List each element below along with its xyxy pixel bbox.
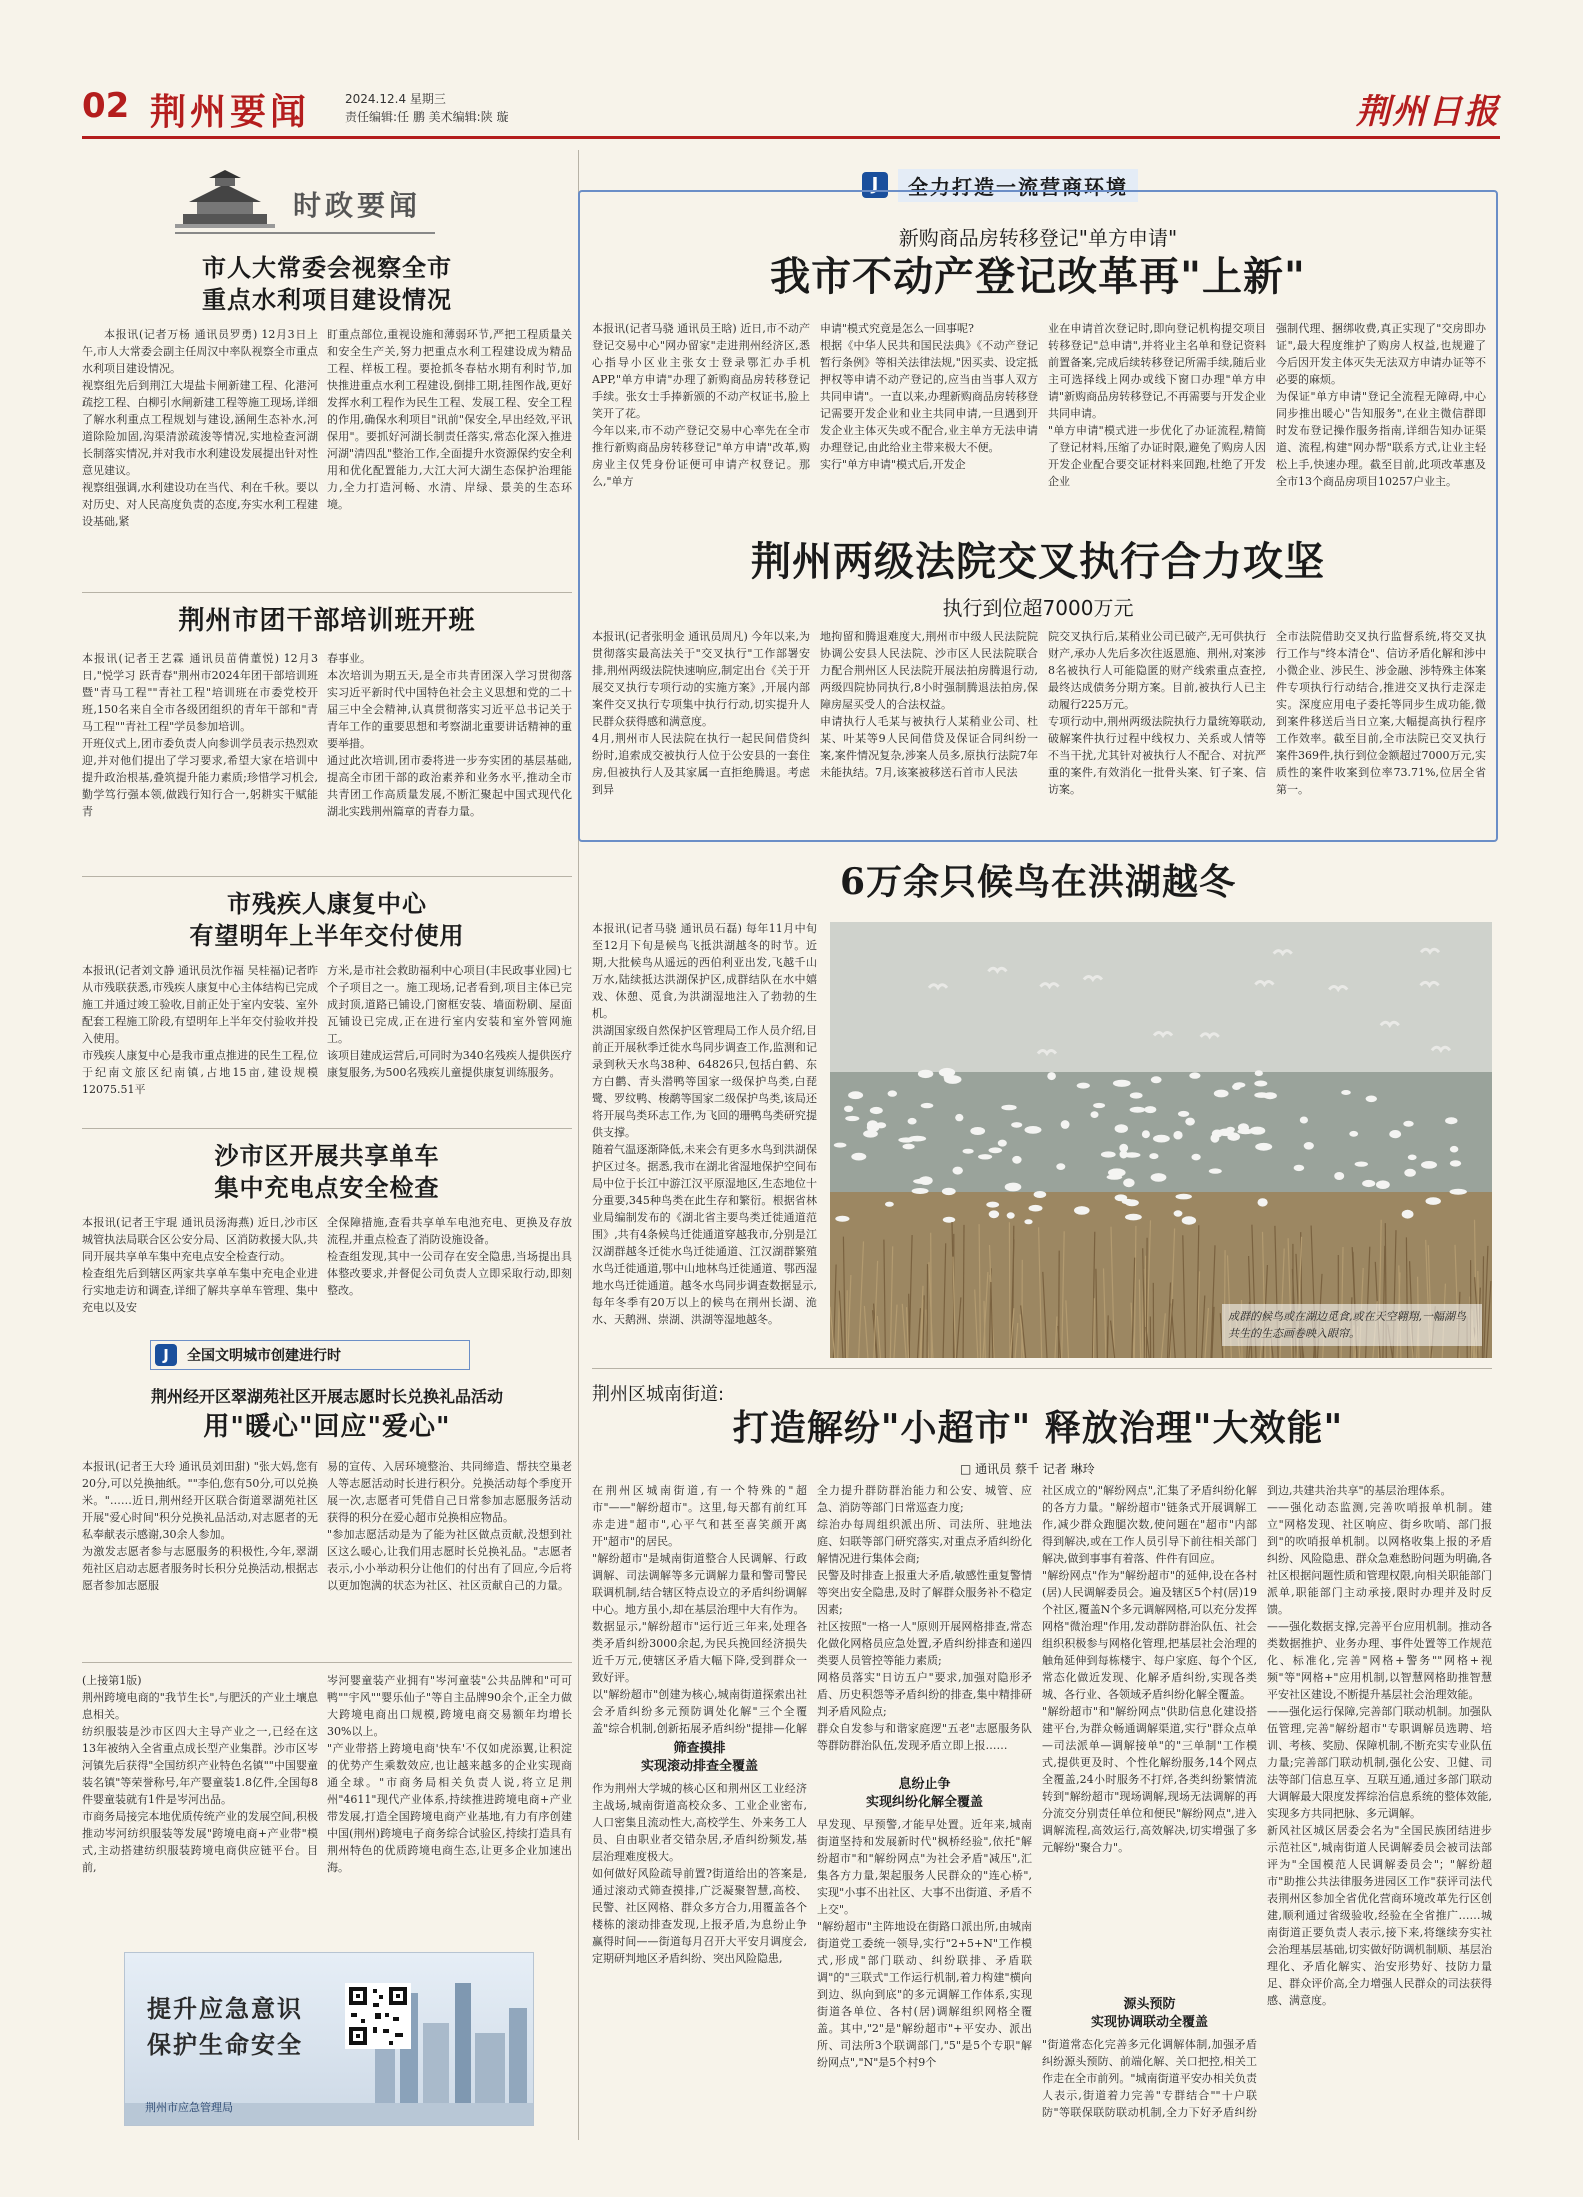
civilization-kicker	[150, 1340, 470, 1370]
tower-icon	[175, 170, 275, 230]
bird-shape	[963, 1149, 974, 1154]
section-banner	[175, 170, 445, 236]
section-banner-underline	[175, 232, 435, 234]
bird-shape	[978, 1154, 992, 1159]
b1-col4	[1276, 320, 1486, 530]
bird-shape	[1355, 1162, 1368, 1167]
bird-shape	[885, 1202, 894, 1207]
bird-shape	[1029, 1205, 1043, 1212]
bird-shape	[1255, 1070, 1263, 1076]
a5-subtitle: 荆州经开区翠湖苑社区开展志愿时长兑换礼品活动	[150, 1387, 503, 1406]
b4-byline: □ 通讯员 蔡千 记者 琳玲	[960, 1462, 1095, 1476]
b4-col3b-text: "街道常态化完善多元化调解体制,加强矛盾纠纷源头预防、前端化解、关口把控,相关工作走在全市前列。"城南街道平安办相关负责人表示,街道着力完善"专群结合""十户联防"等联保联防联动机制,全力下好矛盾纠纷	[1042, 2038, 1257, 2119]
b4-col1b	[592, 1780, 807, 2118]
bird-shape	[1007, 1212, 1015, 1218]
bird-shape	[1389, 1130, 1401, 1138]
bird-shape	[986, 1202, 999, 1208]
headline-b4: 打造解纷"小超市" 释放治理"大效能"	[732, 1407, 1344, 1449]
bird-shape	[1294, 1165, 1305, 1171]
bird-shape	[1254, 1092, 1269, 1098]
b4-col3-text: 社区成立的"解纷网点",汇集了矛盾纠纷化解的各方力量。"解纷超市"链条式开展调解工作,减少群众跑腿次数,使问题在"超市"内部得到解决,或在工作人员引导下前往相关部门解决,做到事事有着落、件件有回应。 "解纷网点"作为"解纷超市"的延伸,设在各村(居)人民调解委员会。遍及辖区5个村(居)19个社区,覆盖N个多元调解网格,可以充分发挥网格"微治理"作用,发动群防群治队伍、社会组织积极参与网格化管理,把基层社会治理的触角延伸到每栋楼宇、每户家庭、每个个区,常态化做近发现、化解矛盾纠纷,实现各类城、各行业、各领域矛盾纠纷化解全覆盖。 "解纷超市"和"解纷网点"供助信息化建设搭建平台,为群众畅通调解渠道,实行"群众点单—司法派单—调解接单"的"三单制"工作模式,提供更及时、个性化解纷服务,14个网点全覆盖,24小时服务不打烊,各类纠纷繁情流转到"解纷超市"现场调解,现场无法调解的再分流交分别责任单位和便民"解纷网点",进入调解流程,高效运行,高效解决,切实增强了多元解纷"聚合力"。	[1042, 1484, 1257, 1854]
bird-shape	[1091, 1111, 1099, 1118]
bird-shape	[1176, 1194, 1192, 1200]
headline-b2: 荆州两级法院交叉执行合力攻坚	[751, 538, 1325, 585]
b4-col2-text: 全力提升群防群治能力和公安、城管、应急、消防等部门日常巡查力度; 综治办每周组织派出所、司法所、驻地法庭、妇联等部门研究落实,对重点矛盾纠纷化解情况进行集体会商; 民警及时排查上报重大矛盾,敏感性重复警情等突出安全隐患,及时了解群众服务补不稳定因素; 社区按照"一格一人"原则开展网格排查,常态化做化网格员应急处置,矛盾纠纷排查和递四类要人员管控等能力素质; 网格员落实"日访五户"要求,加强对隐形矛盾、历史积怨等矛盾纠纷的排查,集中精排研判矛盾风险点; 群众自发参与和谐家庭逻"五老"志愿服务队等群防群治队伍,发现矛盾立即上报……	[817, 1484, 1032, 1752]
bird-shape	[844, 1106, 853, 1112]
bird-shape	[1174, 1210, 1183, 1216]
bird-shape	[1255, 1143, 1272, 1151]
bird-shape	[1226, 1127, 1235, 1133]
bird-shape	[1122, 1199, 1134, 1204]
headline-a2: 荆州市团干部培训班开班	[178, 606, 476, 636]
b4-col1-text: 在荆州区城南街道,有一个特殊的"超市"——"解纷超市"。这里,每天都有前红耳赤走进"超市",心平气和甚至喜笑颜开离开"超市"的居民。 "解纷超市"是城南街道整合人民调解、行政调解、司法调解等多元调解力量和警司警民联调机制,结合辖区特点设立的矛盾纠纷调解中心。地方虽小,却在基层治理中大有作为。 数据显示,"解纷超市"运行近三年来,处理各类矛盾纠纷3000余起,为民兵挽回经济损失近千万元,使辖区矛盾大幅下降,受到群众一致好评。 以"解纷超市"创建为核心,城南街道探索出社会矛盾纠纷多元预防调处化解"三个全覆盖"综合机制,创新拓展矛盾纠纷"提排—化解	[592, 1484, 807, 1735]
b4-col1	[592, 1482, 807, 1736]
birds-image	[830, 922, 1492, 1358]
divider	[82, 876, 572, 877]
bird-shape	[1209, 1168, 1222, 1173]
page-header	[82, 84, 1500, 134]
ad-line2: 保护生命安全	[147, 2030, 303, 2059]
b2-col2	[820, 628, 1038, 836]
a1-col2	[327, 326, 572, 588]
headline-a5: 用"暖心"回应"爱心"	[203, 1412, 451, 1442]
b4-col3	[1042, 1482, 1257, 1990]
bird-shape	[919, 1176, 933, 1185]
a2-col1-text: 本报讯(记者王艺霖 通讯员苗倩董悦) 12月3日,"悦学习 跃青春"荆州市2024年团干部培训班暨"青马工程""青社工程"培训班在市委党校开班,150名来自全市各级团组织的青年干部和"青马工程""青社工程"学员参加培训。 开班仪式上,团市委负责人向参训学员表示热烈欢迎,并对他们提出了学习要求,希望大家在培训中提升政治根基,叠筑提升能力素质;珍惜学习机会,勤学笃行强本领,做践行知行合一,躬耕实干赋能青	[82, 652, 318, 818]
a5-col1-text: 本报讯(记者王大玲 通讯员刘田甜) "张大妈,您有20分,可以兑换抽纸。""李伯,您有50分,可以兑换米。"……近日,荆州经开区联合街道翠湖苑社区开展"爱心时间"积分兑换礼品活动,对志愿者的无私奉献表示感谢,30余人参加。 为激发志愿者参与志愿服务的积极性,今年,翠湖苑社区启动志愿者服务时长积分兑换活动,根据志愿者参加志愿服	[82, 1460, 318, 1592]
bird-shape	[1001, 1105, 1016, 1111]
b4-subhead-b: 息纷止争 实现纠纷化解全覆盖	[865, 1777, 983, 1810]
bird-shape	[1404, 1169, 1416, 1177]
bird-shape	[1178, 1111, 1189, 1117]
a5-col2	[327, 1458, 572, 1654]
b1-col2	[820, 320, 1038, 530]
bird-shape	[1192, 1154, 1201, 1161]
bird-shape	[1426, 1197, 1441, 1205]
bird-shape	[1024, 1219, 1032, 1224]
bird-shape	[1402, 1210, 1414, 1219]
b4-subhead-a: 筛查摸排 实现滚动排查全覆盖	[640, 1741, 758, 1774]
b4-col2b	[817, 1816, 1032, 2118]
bird-shape	[903, 1144, 915, 1150]
a3-col1	[82, 962, 318, 1122]
b4-col2b-text: 早发现、早预警,才能早处置。近年来,城南街道坚持和发展新时代"枫桥经验",依托"解纷超市"和"解纷网点"为社会矛盾"减压",汇集各方力量,架起服务人民群众的"连心桥",实现"小事不出社区、大事不出街道、矛盾不上交"。 "解纷超市"主阵地设在街路口派出所,由城南街道党工委统一领导,实行"2+5+N"工作模式,形成"部门联动、纠纷联排、矛盾联调"的"三联式"工作运行机制,着力构建"横向到边、纵向到底"的多元调解工作体系,实现街道各单位、各村(居)调解组织网格全覆盖。其中,"2"是"解纷超市"+平安办、派出所、司法所3个联调部门,"5"是5个专职"解纷网点","N"是5个村9个	[817, 1818, 1032, 2069]
divider	[82, 1128, 572, 1129]
bird-shape	[1300, 1117, 1308, 1124]
bird-shape	[970, 1127, 985, 1135]
a5-col1	[82, 1458, 318, 1654]
reed-shape	[846, 1290, 847, 1358]
reed-shape	[1009, 1222, 1010, 1358]
bird-shape	[898, 1137, 914, 1142]
bird-shape	[1061, 1120, 1070, 1129]
bird-shape	[1005, 1183, 1022, 1192]
photo-caption: 成群的候鸟或在湖边觅食,或在天空翱翔,一幅湖鸟共生的生态画卷映入眼帘。	[1222, 1304, 1482, 1346]
section-title: 时政要闻	[293, 189, 422, 222]
bird-shape	[1211, 1134, 1220, 1143]
bird-shape	[1450, 1189, 1467, 1195]
civilization-kicker-text: 全国文明城市创建进行时	[187, 1348, 341, 1364]
b2-col2-text: 地拘留和腾退难度大,荆州市中级人民法院院协调公安县人民法院、沙市区人民法院联合力配合荆州区人民法院开展法拍房腾退行动,两级四院协同执行,8小时强制腾退法拍房,保障房屋买受人的合法权益。 申请执行人毛某与被执行人某稍业公司、杜某、叶某等9人民间借贷及保证合同纠纷一案,案件情况复杂,涉案人员多,原执行法院7年未能执结。7月,该案被移送石首市人民法	[820, 630, 1038, 779]
bird-shape	[989, 1210, 999, 1218]
reed-shape	[909, 1294, 910, 1358]
bird-shape	[1334, 1172, 1344, 1180]
b4-col4-text: 到边,共建共治共享"的基层治理体系。 ——强化动态监测,完善吹哨报单机制。建立"网格发现、社区响应、街乡吹哨、部门报到"的吹哨报单机制。以网格收集上报的矛盾纠纷、风险隐患、群众急难愁盼问题为明确,各社区根据问题性质和管理权限,向相关职能部门派单,职能部门主动承接,限时办理并及时反馈。 ——强化数据支撑,完善平台应用机制。推动各类数据推护、业务办理、事件处置等工作规范化、标准化,完善"网格+警务""网格+视频"等"网格+"应用机制,以智慧网格助推智慧平安社区建设,不断提升基层社会治理效能。 ——强化运行保障,完善部门联动机制。加强队伍管理,完善"解纷超市"专职调解员选聘、培训、考核、奖励、保障机制,不断充实专业队伍力量;完善部门联动机制,强化公安、卫健、司法等部门信息互享、互联互通,通过多部门联动大调解最大限度发挥综治信息系统的整体效能,实现多方共同把脉、多元调解。 新风社区城区居委会名为"全国民族团结进步示范社区",城南街道人民调解委员会被司法部评为"全国模范人民调解委员会"；"解纷超市"助推公共法律服务进园区工作"获评司法代表荆州区参加全省优化营商环境改革先行区创建,顺利通过省级验收,经验在全省推广……城南街道正要负责人表示,接下来,将继续夯实社会治理基层基础,切实做好防调机制顺、基层治理化、矛盾化解实、治安形势好、技防力量足、群众评价高,全力增强人民群众的司法获得感、满意度。	[1267, 1484, 1492, 2007]
bird-shape	[953, 1167, 963, 1175]
masthead-logo: 荆州日报	[1356, 92, 1500, 132]
bird-shape	[1047, 1072, 1056, 1080]
bird-shape	[1025, 1126, 1042, 1134]
b3-col1	[592, 920, 817, 1360]
a3-col1-text: 本报讯(记者刘文静 通讯员沈作福 吴桂福)记者昨从市残联获悉,市残疾人康复中心主体结构已完成施工并通过竣工验收,目前正处于室内安装、室外配套工程施工阶段,有望明年上半年交付验收并投入使用。 市残疾人康复中心是我市重点推进的民生工程,位于纪南文旅区纪南镇,占地15亩,建设规模12075.51平	[82, 964, 318, 1096]
bird-shape	[845, 1116, 859, 1121]
bird-shape	[1214, 1090, 1229, 1098]
b1-col2-text: 申请"模式究竟是怎么一回事呢? 根据《中华人民共和国民法典》《不动产登记暂行条例》等相关法律法规,"因买卖、设定抵押权等申请不动产登记的,应当由当事人双方共同申请"。一直以来,办理新购商品房转移登记需要开发企业和业主共同申请,一旦遇到开发企业主体灭失或不配合,业主单方无法申请办理登记,由此给业主带来极大不便。 实行"单方申请"模式后,开发企	[820, 322, 1038, 471]
bird-shape	[1077, 1083, 1090, 1089]
bird-shape	[1101, 1151, 1116, 1157]
header-rule	[82, 136, 1500, 139]
a6-col2	[327, 1672, 572, 1942]
ad-line1: 提升应急意识	[147, 1994, 303, 2023]
b2-col1	[592, 628, 810, 836]
bird-shape	[1093, 1103, 1105, 1108]
divider	[82, 592, 572, 593]
bird-shape	[1130, 1107, 1146, 1113]
b1-subtitle: 新购商品房转移登记"单方申请"	[898, 226, 1178, 250]
b4-col3b	[1042, 2036, 1257, 2120]
b3-col1-text: 本报讯(记者马骁 通讯员石磊) 每年11月中旬至12月下旬是候鸟飞抵洪湖越冬的时节。近期,大批候鸟从遥远的西伯利亚出发,飞越千山万水,陆续抵达洪湖保护区,成群结队在水中嬉戏、休憩、觅食,为洪湖湿地注入了勃勃的生机。 洪湖国家级自然保护区管理局工作人员介绍,目前正开展秋季迁徙水鸟同步调查工作,监测和记录到秋天水鸟38种、64826只,包括白鹤、东方白鹳、青头潜鸭等国家一级保护鸟类,白琵鹭、罗纹鸭、梭鹬等国家二级保护鸟类,该局还将开展鸟类环志工作,为飞回的珊鸭鸟类研究提供支撑。 随着气温逐渐降低,未来会有更多水鸟到洪湖保护区过冬。据悉,我市在湖北省湿地保护空间布局中位于长江中游江汉平原湿地区,生态地位十分重要,345种鸟类在此生存和繁衍。根据省林业局编制发布的《湖北省主要鸟类迁徙通道范围》,共有4条候鸟迁徙通道穿越我市,分别是江汉湖群越冬迁徙水鸟迁徙通道、江汉湖群繁殖水鸟迁徙通道,鄂中山地林鸟迁徙通道、鄂西湿地水鸟迁徙通道。越冬水鸟同步调查数据显示,每年冬季有20万以上的候鸟在荆州长湖、洈水、天鹅洲、崇湖、洪湖等湿地越冬。	[592, 922, 817, 1326]
bird-shape	[908, 1118, 917, 1125]
bird-shape	[1153, 1135, 1170, 1143]
ad-org: 荆州市应急管理局	[145, 2101, 233, 2114]
bird-shape	[998, 1140, 1007, 1147]
bird-shape	[1445, 1117, 1457, 1124]
bird-shape	[1113, 1080, 1131, 1087]
bird-shape	[1011, 1122, 1022, 1128]
bird-shape	[1185, 1118, 1195, 1126]
brand-logo-icon: J	[155, 1344, 177, 1366]
bird-shape	[848, 1091, 863, 1099]
editors-line: 责任编辑:任 鹏 美术编辑:陕 璇	[345, 110, 509, 124]
bird-shape	[1232, 1084, 1241, 1090]
a2-col1	[82, 650, 318, 868]
section-name: 荆州要闻	[150, 91, 311, 133]
bird-shape	[1142, 1130, 1150, 1138]
bird-shape	[943, 1217, 955, 1223]
bird-shape	[1012, 1156, 1021, 1164]
page-number: 02	[82, 86, 130, 126]
bird-shape	[1408, 1155, 1417, 1161]
bird-shape	[888, 1090, 897, 1096]
b2-col4-text: 全市法院借助交叉执行监督系统,将交叉执行工作与"终本清仓"、信访矛盾化解和涉中小微企业、涉民生、涉金融、涉特殊主体案件专项执行行动结合,推进交叉执行走深走实。深度应用电子委托等同步生成功能,微到案件移送后当日立案,大幅提高执行程序工作效率。截至目前,全市法院已交叉执行案件369件,执行到位金额超过7000万元,实质性的案件收案到位率73.71%,位居全省第一。	[1276, 630, 1486, 796]
headline-a1: 市人大常委会视察全市 重点水利项目建设情况	[202, 253, 452, 314]
bird-shape	[1074, 1206, 1090, 1215]
a2-col2	[327, 650, 572, 868]
bird-shape	[1349, 1131, 1358, 1137]
a1-col1	[82, 326, 318, 588]
b4-col4	[1267, 1482, 1492, 2118]
bird-shape	[1149, 1153, 1158, 1159]
b1-col1-text: 本报讯(记者马骁 通讯员王晗) 近日,市不动产登记交易中心"网办留家"走进荆州经济区,悉心指导小区业主张女士登录鄂汇办手机APP,"单方申请"办理了新购商品房转移登记手续。张女士手捧新颁的不动产权证书,脸上笑开了花。 今年以来,市不动产登记交易中心率先在全市推行新购商品房转移登记"单方申请"改革,购房业主仅凭身份证便可申请产权登记。那么,"单方	[592, 322, 810, 488]
bird-shape	[1115, 1124, 1128, 1133]
bird-shape	[1151, 1076, 1162, 1083]
b4-kicker: 荆州区城南街道:	[592, 1384, 725, 1405]
bird-shape	[942, 1188, 956, 1195]
bird-shape	[1254, 1081, 1267, 1087]
bird-shape	[1034, 1191, 1047, 1198]
bird-shape	[1450, 1160, 1461, 1166]
bird-shape	[1362, 1180, 1375, 1187]
bird-shape	[955, 1114, 963, 1121]
b1-col1	[592, 320, 810, 530]
bird-shape	[1130, 1092, 1143, 1098]
bird-shape	[1151, 1173, 1167, 1182]
bird-shape	[1123, 1178, 1134, 1187]
bird-shape	[1237, 1129, 1253, 1134]
bird-shape	[1120, 1150, 1128, 1158]
divider	[592, 1368, 1492, 1369]
headline-a3: 市残疾人康复中心 有望明年上半年交付使用	[189, 889, 465, 950]
bird-shape	[867, 1120, 878, 1129]
reed-shape	[931, 1233, 932, 1358]
a3-col2-text: 方米,是市社会救助福利中心项目(丰民政事业园)七个子项目之一。施工现场,记者看到,项目主体已完成封顶,道路已铺设,门窗框安装、墙面粉刷、屋面瓦铺设已完成,正在进行室内安装和室外管网施工。 该项目建成运营后,可同时为340名残疾人提供医疗康复服务,为500名残疾儿童提供康复训练服务。	[327, 964, 572, 1079]
headline-b3: 6万余只候鸟在洪湖越冬	[839, 861, 1237, 903]
b2-col1-text: 本报讯(记者张明金 通讯员周凡) 今年以来,为贯彻落实最高法关于"交叉执行"工作部署安排,荆州两级法院快速响应,制定出台《关于开展交叉执行专项行动的实施方案》,开展内部案件交叉执行专项集中执行行动,切实提升人民群众获得感和满意度。 4月,荆州市人民法院在执行一起民间借贷纠纷时,追索成交被执行人位于公安县的一套住房,但被执行人及其家属一直拒绝腾退。考虑到异	[592, 630, 810, 796]
b1-col3	[1048, 320, 1266, 530]
bird-shape	[989, 1147, 1003, 1153]
a3-col2	[327, 962, 572, 1122]
bird-shape	[1173, 1131, 1182, 1140]
headline-a4: 沙市区开展共享单车 集中充电点安全检查	[214, 1141, 440, 1202]
a4-col1-text: 本报讯(记者王宇琨 通讯员汤海燕) 近日,沙市区城管执法局联合区公安分局、区消防救援大队,共同开展共享单车集中充电点安全检查行动。 检查组先后到辖区两家共享单车集中充电企业进行实地走访和调查,详细了解共享单车管理、集中充电以及安	[82, 1216, 318, 1314]
bird-shape	[834, 1143, 847, 1148]
bird-shape	[1450, 1146, 1458, 1153]
brand-logo-icon: J	[862, 172, 888, 198]
reed-shape	[1022, 1260, 1023, 1358]
b1-col3-text: 业在申请首次登记时,即向登记机构提交项目转移登记"总申请",并将业主名单和登记资料前置备案,完成后续转移登记所需手续,随后业主可选择线上网办或线下窗口办理"单方申请"新购商品房转移登记,不再需要与开发企业共同申请。 "单方申请"模式进一步优化了办证流程,精简了登记材料,压缩了办证时限,避免了购房人因开发企业配合要交证材料来回跑,杜绝了开发企业	[1048, 322, 1266, 488]
bird-shape	[1227, 1133, 1240, 1141]
issue-date: 2024.12.4 星期三	[345, 92, 446, 106]
a1-col2-text: 盯重点部位,重视设施和薄弱环节,严把工程质量关和安全生产关,努力把重点水利工程建设成为精品工程、样板工程。要抢抓冬春枯水期有利时节,加快推进重点水利工程建设,倒排工期,挂图作战,更好发挥水利工程作为民生工程、发展工程、安全工程的作用,确保水利项目"讯前"保安全,早出经效,平讯保用"。要抓好河湖长制责任落实,常态化深入推进河湖"清四乱"整治工作,全面提升水资源保约安全利用和优化配置能力,大江大河大湖生态保护治理能力,全力打造河畅、水清、岸绿、景美的生态环境。	[327, 328, 572, 511]
bird-shape	[835, 1216, 849, 1222]
a4-col2	[327, 1214, 572, 1336]
a1-col1-text: 本报讯(记者万杨 通讯员罗勇) 12月3日上午,市人大常委会副主任周汉中率队视察全市重点水利项目建设情况。 视察组先后到荆江大堤盐卡闸新建工程、化港河疏挖工程、白柳引水闸新建工程等施工现场,详细了解水利重点工程规划与建设,涵闸生态补水,河道除险加固,沟渠清淤疏浚等情况,实地检查河湖长制落实情况,并对我市水利建设发展提出针对性意见建议。 视察组强调,水利建设功在当代、利在千秋。要以对历史、对人民高度负责的态度,夯实水利工程建设基础,紧	[82, 328, 318, 528]
bird-shape	[1125, 1214, 1142, 1221]
b4-subhead-c: 源头预防 实现协调联动全覆盖	[1090, 1997, 1208, 2030]
a2-col2-text: 春事业。 本次培训为期五天,是全市共青团深入学习贯彻落实习近平新时代中国特色社会主义思想和党的二十届三中全会精神,认真贯彻落实习近平总书记关于青年工作的重要思想和考察湖北重要讲话精神的重要举措。 通过此次培训,团市委将进一步夯实团的基层基础,提高全市团干部的政治素养和业务水平,推动全市共青团工作高质量发展,不断汇聚起中国式现代化湖北实践荆州篇章的青春力量。	[327, 652, 572, 818]
bird-shape	[851, 1153, 866, 1161]
bird-shape	[1258, 1198, 1268, 1206]
b2-col3	[1048, 628, 1266, 836]
b2-subtitle: 执行到位超7000万元	[942, 596, 1134, 620]
bird-shape	[1144, 1106, 1156, 1113]
bird-shape	[1056, 1163, 1065, 1170]
bird-photo	[830, 922, 1492, 1358]
a6-col2-text: 岑河婴童装产业拥有"岑河童装"公共品牌和"可可鸭""宇风""婴乐仙子"等自主品牌90余个,正全力做大跨境电商出口规模,跨境电商交易额年均增长30%以上。 "产业带搭上跨境电商'快车'不仅如虎添翼,让积淀的优势产生乘数效应,也让越来越多的企业实现商通全球。"市商务局相关负责人说,将立足荆州"4611"现代产业体系,持续推进跨境电商+产业带发展,打造全国跨境电商产业基地,有力有序创建中国(荆州)跨境电子商务综合试验区,持续打造具有荆州特色的优质跨境电商生态,让更多企业加速出海。	[327, 1674, 572, 1874]
bird-shape	[1376, 1180, 1390, 1189]
b4-col1b-text: 作为荆州大学城的核心区和荆州区工业经济主战场,城南街道高校众多、工业企业密布,人口密集且流动性大,高校学生、外来务工人员、自由职业者交错杂居,矛盾纠纷频发,基层治理难度极大。 如何做好风险疏导前置?街道给出的答案是,通过滚动式筛查摸排,广泛凝聚智慧,高校、民警、社区网格、群众多方合力,用覆盖各个楼栋的滚动排查发现,上报矛盾,为息纷止争赢得时间——街道每月召开大平安月调度会,定期研判地区矛盾纠纷、突出风险隐患,	[592, 1782, 807, 1965]
bird-shape	[921, 1103, 934, 1108]
a6-col1-text: (上接第1版) 荆州跨境电商的"我节生长",与肥沃的产业土壤息息相关。 纺织服装是沙市区四大主导产业之一,已经在这13年被纳入全省重点成长型产业集群。沙市区岑河镇先后获得"全国纺织产业特色名镇""中国婴童装名镇"等荣誉称号,年产婴童装1.8亿件,全国每8件婴童装就有1件是岑河出品。 市商务局接完本地优质传统产业的发展空间,积极推动岑河纺织服装等发展"跨境电商+产业带"模式,主动搭建纺织服装跨境电商供应链平台。目前,	[82, 1674, 318, 1874]
bird-shape	[1366, 1096, 1377, 1103]
a6-col1	[82, 1672, 318, 1942]
qr-code-icon	[345, 1983, 411, 2049]
bird-shape	[1189, 1072, 1200, 1078]
bird-shape	[1421, 1161, 1437, 1169]
b4-col2	[817, 1482, 1032, 1772]
bird-shape	[1304, 1142, 1314, 1150]
a4-col2-text: 全保障措施,查看共享单车电池充电、更换及存放流程,并重点检查了消防设施设备。 检查组发现,其中一公司存在安全隐患,当场提出具体整改要求,并督促公司负责人立即采取行动,即刻整改。	[327, 1216, 572, 1297]
a5-col2-text: 易的宣传、入居环境整治、共同缔造、帮扶空巢老人等志愿活动时长进行积分。兑换活动每个季度开展一次,志愿者可凭借自己日常参加志愿服务活动获得的积分在爱心超市兑换相应物品。 "参加志愿活动是为了能为社区做点贡献,没想到社区这么暖心,让我们用志愿时长兑换礼品。"志愿者表示,小小举动积分让他们的付出有了回应,今后将以更加饱满的状态为社区、社区贡献自己的力量。	[327, 1460, 572, 1592]
bird-shape	[1341, 1090, 1351, 1095]
bird-shape	[918, 1070, 933, 1078]
bird-shape	[1403, 1121, 1413, 1127]
bird-shape	[1107, 1174, 1123, 1179]
safety-ad	[124, 1952, 534, 2126]
bird-shape	[912, 1188, 929, 1194]
a4-col1	[82, 1214, 318, 1336]
b2-col3-text: 院交叉执行后,某稍业公司已破产,无可供执行财产,承办人先后多次往返恩施、荆州,对案涉8名被执行人可能隐匿的财产线索重点查控,最终达成债务分期方案。目前,被执行人已主动履行225万元。 专项行动中,荆州两级法院执行力量统筹联动,破解案件执行过程中线权力、关系或人情等不当干扰,尤其针对被执行人不配合、对抗严重的案件,有效消化一批骨头案、钉子案、信访案。	[1048, 630, 1266, 796]
bird-shape	[870, 1107, 883, 1114]
b1-col4-text: 强制代理、捆绑收费,真正实现了"交房即办证",最大程度维护了购房人权益,也规避了今后因开发主体灭失无法双方申请办证等不必要的麻烦。 为保证"单方申请"登记全流程无障碍,中心同步推出暖心"告知服务",在业主微信群即时发布登记操作服务指南,详细告知办证渠道、流程,构建"网办帮"联系方式,让业主轻松上手,快速办理。截至目前,此项改革惠及全市13个商品房项目10257户业主。	[1276, 322, 1486, 488]
bird-shape	[939, 1068, 955, 1077]
divider	[82, 1662, 572, 1663]
reed-shape	[1107, 1327, 1108, 1358]
business-env-kicker-text: 全力打造一流营商环境	[898, 169, 1138, 202]
bird-shape	[1182, 1216, 1196, 1224]
headline-b1: 我市不动产登记改革再"上新"	[770, 253, 1306, 300]
b2-col4	[1276, 628, 1486, 836]
